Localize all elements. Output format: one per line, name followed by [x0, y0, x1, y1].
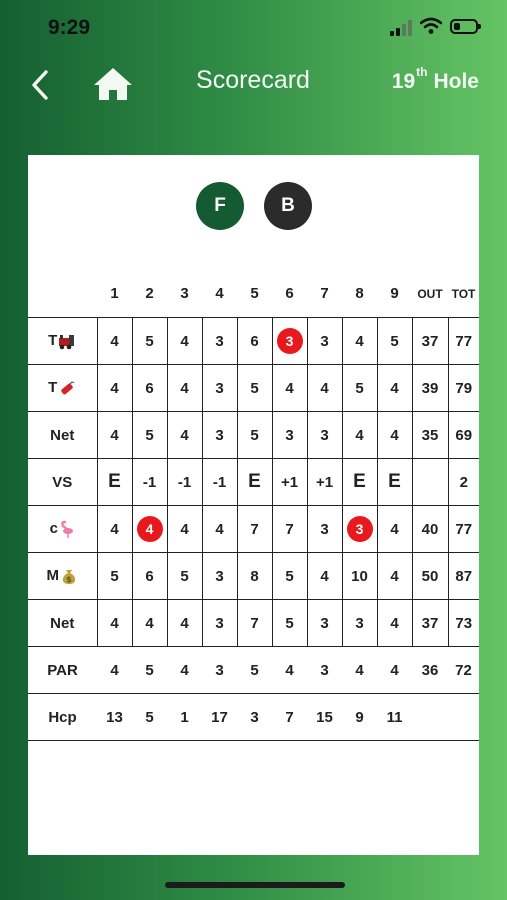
score-cell[interactable]: [202, 553, 237, 600]
score-cell[interactable]: [237, 553, 272, 600]
row-label: [28, 694, 97, 741]
header-blank: [28, 270, 97, 318]
score-cell[interactable]: [132, 553, 167, 600]
score-cell[interactable]: [237, 318, 272, 365]
score-cell[interactable]: [448, 506, 479, 553]
score-value: 4: [180, 332, 189, 350]
score-value: 4: [110, 426, 119, 444]
score-value: 4: [180, 379, 189, 397]
score-value: -1: [212, 473, 227, 491]
score-cell[interactable]: [307, 600, 342, 647]
score-cell[interactable]: [237, 412, 272, 459]
score-value: 3: [320, 332, 329, 350]
score-value: 3: [215, 379, 224, 397]
scorecard-table: [28, 270, 479, 741]
score-value: 9: [355, 708, 364, 726]
birdie-circle: 3: [347, 516, 373, 542]
score-value: 8: [250, 567, 259, 585]
score-cell[interactable]: [412, 365, 448, 412]
score-value: 5: [355, 379, 364, 397]
score-value: 4: [390, 567, 399, 585]
row-label-text: T: [48, 379, 58, 397]
total-header: TOT: [451, 286, 476, 301]
score-value: 1: [180, 708, 189, 726]
score-cell[interactable]: [448, 412, 479, 459]
score-row: [28, 365, 479, 412]
score-cell[interactable]: [97, 600, 132, 647]
score-cell[interactable]: [202, 694, 237, 741]
score-value: 3: [355, 614, 364, 632]
score-cell[interactable]: [412, 694, 448, 741]
score-value: 4: [355, 661, 364, 679]
score-value: 4: [390, 661, 399, 679]
score-value: 5: [285, 567, 294, 585]
score-cell[interactable]: [132, 506, 167, 553]
score-value: 3: [320, 520, 329, 538]
nineteenth-hole-suffix: th: [416, 65, 428, 79]
score-value: 4: [320, 379, 329, 397]
row-label: [28, 412, 97, 459]
score-cell[interactable]: [202, 647, 237, 694]
score-row: [28, 506, 479, 553]
score-cell[interactable]: [448, 647, 479, 694]
score-cell[interactable]: [377, 647, 412, 694]
score-cell[interactable]: [237, 694, 272, 741]
score-value: 3: [285, 426, 294, 444]
score-value: 6: [145, 567, 154, 585]
score-cell[interactable]: [167, 553, 202, 600]
score-value: E: [248, 471, 261, 492]
hole-number: 4: [215, 285, 224, 302]
score-cell[interactable]: [448, 553, 479, 600]
score-value: 6: [145, 379, 154, 397]
score-value: 79: [455, 379, 473, 397]
svg-text:$: $: [66, 575, 72, 585]
score-cell[interactable]: [272, 365, 307, 412]
score-cell[interactable]: [307, 318, 342, 365]
score-value: +1: [315, 473, 334, 491]
score-row: [28, 459, 479, 506]
hole-header-row: [28, 270, 479, 318]
score-cell[interactable]: [342, 459, 377, 506]
score-value: 4: [390, 520, 399, 538]
row-label: [28, 553, 97, 600]
score-row: [28, 694, 479, 741]
score-value: E: [353, 471, 366, 492]
score-value: 5: [250, 661, 259, 679]
score-cell[interactable]: [412, 553, 448, 600]
score-cell[interactable]: [342, 694, 377, 741]
score-value: E: [108, 471, 121, 492]
score-cell[interactable]: [132, 694, 167, 741]
score-cell[interactable]: [448, 318, 479, 365]
hole-number: 3: [180, 285, 189, 302]
score-cell[interactable]: [167, 459, 202, 506]
score-value: 4: [285, 661, 294, 679]
score-cell[interactable]: [307, 412, 342, 459]
row-label: [28, 506, 97, 553]
front-nine-button[interactable]: F: [196, 182, 244, 230]
status-bar: [0, 0, 507, 56]
row-label: [28, 365, 97, 412]
score-cell[interactable]: [342, 365, 377, 412]
nineteenth-hole-number: 19: [391, 70, 416, 93]
score-cell[interactable]: [202, 459, 237, 506]
score-value: 4: [110, 520, 119, 538]
score-value: 4: [285, 379, 294, 397]
score-value: 5: [110, 567, 119, 585]
score-value: 4: [390, 614, 399, 632]
score-value: 4: [110, 332, 119, 350]
scorecard-panel: [28, 155, 479, 855]
score-row: [28, 412, 479, 459]
score-value: 11: [386, 708, 403, 726]
score-value: 4: [180, 520, 189, 538]
score-value: 4: [110, 379, 119, 397]
score-cell[interactable]: [97, 459, 132, 506]
birdie-circle: 3: [277, 328, 303, 354]
score-cell[interactable]: [272, 694, 307, 741]
score-cell[interactable]: [167, 365, 202, 412]
hole-number: 2: [145, 285, 154, 302]
score-cell[interactable]: [237, 459, 272, 506]
score-value: E: [388, 471, 401, 492]
score-cell[interactable]: [448, 365, 479, 412]
row-label-text: M: [46, 566, 59, 584]
score-cell[interactable]: [307, 647, 342, 694]
score-value: 87: [455, 567, 473, 585]
score-value: 5: [180, 567, 189, 585]
score-value: 4: [180, 614, 189, 632]
score-value: 3: [320, 614, 329, 632]
score-cell[interactable]: [272, 318, 307, 365]
score-cell[interactable]: [307, 553, 342, 600]
score-cell[interactable]: [272, 459, 307, 506]
score-value: -1: [177, 473, 192, 491]
score-value: 5: [145, 426, 154, 444]
score-value: 73: [455, 614, 473, 632]
score-cell[interactable]: [412, 318, 448, 365]
row-label: [28, 647, 97, 694]
score-cell[interactable]: [202, 365, 237, 412]
back-nine-button[interactable]: B: [264, 182, 312, 230]
score-cell[interactable]: [342, 553, 377, 600]
nineteenth-hole-button[interactable]: [391, 65, 479, 94]
home-icon[interactable]: [93, 66, 133, 102]
money-bag-icon: [59, 567, 78, 584]
score-cell[interactable]: [97, 365, 132, 412]
out-header: OUT: [417, 286, 443, 301]
score-cell[interactable]: [132, 412, 167, 459]
score-value: +1: [280, 473, 299, 491]
score-value: 4: [180, 426, 189, 444]
score-value: 7: [250, 520, 259, 538]
score-cell[interactable]: [377, 412, 412, 459]
score-cell[interactable]: [237, 365, 272, 412]
score-cell[interactable]: [237, 506, 272, 553]
score-cell[interactable]: [167, 647, 202, 694]
score-cell[interactable]: [412, 647, 448, 694]
row-label: [28, 600, 97, 647]
score-value: 7: [250, 614, 259, 632]
score-cell[interactable]: [342, 412, 377, 459]
score-value: 5: [250, 426, 259, 444]
score-cell[interactable]: [412, 459, 448, 506]
score-value: 4: [145, 614, 154, 632]
score-row: [28, 553, 479, 600]
score-cell[interactable]: [272, 506, 307, 553]
score-cell[interactable]: [167, 600, 202, 647]
row-label-text: T: [48, 332, 58, 350]
dynamite-icon: [57, 379, 76, 396]
score-value: -1: [142, 473, 157, 491]
row-label-text: Hcp: [48, 708, 77, 726]
home-indicator: [165, 882, 345, 888]
score-value: 4: [110, 661, 119, 679]
score-value: 4: [110, 614, 119, 632]
score-cell[interactable]: [377, 365, 412, 412]
score-cell[interactable]: [272, 647, 307, 694]
cellular-signal-icon: [390, 20, 414, 36]
nineteenth-hole-label: Hole: [433, 70, 479, 93]
score-value: 5: [285, 614, 294, 632]
score-cell[interactable]: [377, 553, 412, 600]
score-value: 35: [421, 426, 439, 444]
score-cell[interactable]: [272, 600, 307, 647]
score-value: 4: [390, 426, 399, 444]
status-time: 9:29: [48, 16, 91, 39]
row-label-text: VS: [52, 473, 73, 491]
score-cell[interactable]: [202, 318, 237, 365]
back-chevron-icon[interactable]: [28, 68, 52, 102]
score-cell[interactable]: [202, 600, 237, 647]
score-cell[interactable]: [377, 506, 412, 553]
score-cell[interactable]: [132, 318, 167, 365]
flamingo-icon: [58, 520, 75, 537]
score-cell[interactable]: [342, 506, 377, 553]
score-value: 17: [211, 708, 228, 726]
score-cell[interactable]: [342, 600, 377, 647]
score-cell[interactable]: [97, 506, 132, 553]
score-value: 10: [351, 567, 368, 585]
score-cell[interactable]: [132, 365, 167, 412]
score-cell[interactable]: [167, 506, 202, 553]
page-title: Scorecard: [196, 66, 310, 94]
hole-number: 1: [110, 285, 119, 302]
score-cell[interactable]: [307, 365, 342, 412]
score-cell[interactable]: [448, 600, 479, 647]
score-cell[interactable]: [97, 694, 132, 741]
score-cell[interactable]: [448, 459, 479, 506]
battery-icon: [450, 19, 478, 34]
hole-number: 8: [355, 285, 364, 302]
score-cell[interactable]: [97, 553, 132, 600]
score-cell[interactable]: [412, 600, 448, 647]
score-value: 50: [421, 567, 439, 585]
hole-number: 6: [285, 285, 294, 302]
score-cell[interactable]: [202, 412, 237, 459]
score-value: 3: [320, 426, 329, 444]
score-value: 4: [320, 567, 329, 585]
score-value: 39: [421, 379, 439, 397]
score-value: 6: [250, 332, 259, 350]
score-cell[interactable]: [342, 647, 377, 694]
score-value: 4: [390, 379, 399, 397]
score-cell[interactable]: [272, 412, 307, 459]
score-value: 3: [320, 661, 329, 679]
score-cell[interactable]: [377, 318, 412, 365]
row-label: [28, 459, 97, 506]
score-cell[interactable]: [97, 318, 132, 365]
score-value: 5: [145, 332, 154, 350]
score-cell[interactable]: [132, 647, 167, 694]
score-row: [28, 647, 479, 694]
score-value: 4: [180, 661, 189, 679]
score-value: 4: [355, 332, 364, 350]
train-icon: [57, 332, 76, 349]
score-cell[interactable]: [448, 694, 479, 741]
score-cell[interactable]: [167, 412, 202, 459]
score-value: 3: [215, 567, 224, 585]
score-cell[interactable]: [307, 459, 342, 506]
score-value: 77: [455, 520, 473, 538]
score-value: 3: [215, 426, 224, 444]
score-cell[interactable]: [307, 506, 342, 553]
score-value: 7: [285, 708, 294, 726]
birdie-circle: 4: [137, 516, 163, 542]
row-label-text: Net: [50, 426, 75, 444]
score-row: [28, 318, 479, 365]
score-value: 5: [145, 708, 154, 726]
score-value: 5: [390, 332, 399, 350]
row-label-text: c: [49, 519, 58, 537]
score-value: 7: [285, 520, 294, 538]
score-value: 37: [421, 332, 439, 350]
score-value: 3: [215, 332, 224, 350]
score-cell[interactable]: [237, 600, 272, 647]
score-cell[interactable]: [377, 694, 412, 741]
hole-number: 7: [320, 285, 329, 302]
row-label-text: PAR: [47, 661, 78, 679]
score-value: 4: [355, 426, 364, 444]
score-cell[interactable]: [97, 647, 132, 694]
hole-number: 9: [390, 285, 399, 302]
navigation-bar: [0, 56, 507, 114]
score-cell[interactable]: [377, 459, 412, 506]
score-value: 69: [455, 426, 473, 444]
score-cell[interactable]: [307, 694, 342, 741]
score-value: 37: [421, 614, 439, 632]
score-cell[interactable]: [167, 318, 202, 365]
score-value: 3: [215, 614, 224, 632]
score-cell[interactable]: [412, 506, 448, 553]
score-cell[interactable]: [202, 506, 237, 553]
score-cell[interactable]: [377, 600, 412, 647]
row-label: [28, 318, 97, 365]
score-cell[interactable]: [167, 694, 202, 741]
row-label-text: Net: [50, 614, 75, 632]
wifi-icon: [420, 17, 442, 35]
score-cell[interactable]: [97, 412, 132, 459]
score-value: 3: [215, 661, 224, 679]
score-cell[interactable]: [342, 318, 377, 365]
hole-number: 5: [250, 285, 259, 302]
score-row: [28, 600, 479, 647]
score-value: 5: [250, 379, 259, 397]
score-value: 2: [459, 473, 468, 491]
score-cell[interactable]: [132, 600, 167, 647]
score-value: 36: [421, 661, 439, 679]
score-cell[interactable]: [272, 553, 307, 600]
score-cell[interactable]: [132, 459, 167, 506]
score-value: 3: [250, 708, 259, 726]
score-cell[interactable]: [237, 647, 272, 694]
score-value: 13: [106, 708, 123, 726]
score-value: 15: [316, 708, 333, 726]
score-value: 5: [145, 661, 154, 679]
score-cell[interactable]: [412, 412, 448, 459]
score-value: 4: [215, 520, 224, 538]
score-value: 40: [421, 520, 439, 538]
score-value: 77: [455, 332, 473, 350]
score-value: 72: [455, 661, 472, 679]
